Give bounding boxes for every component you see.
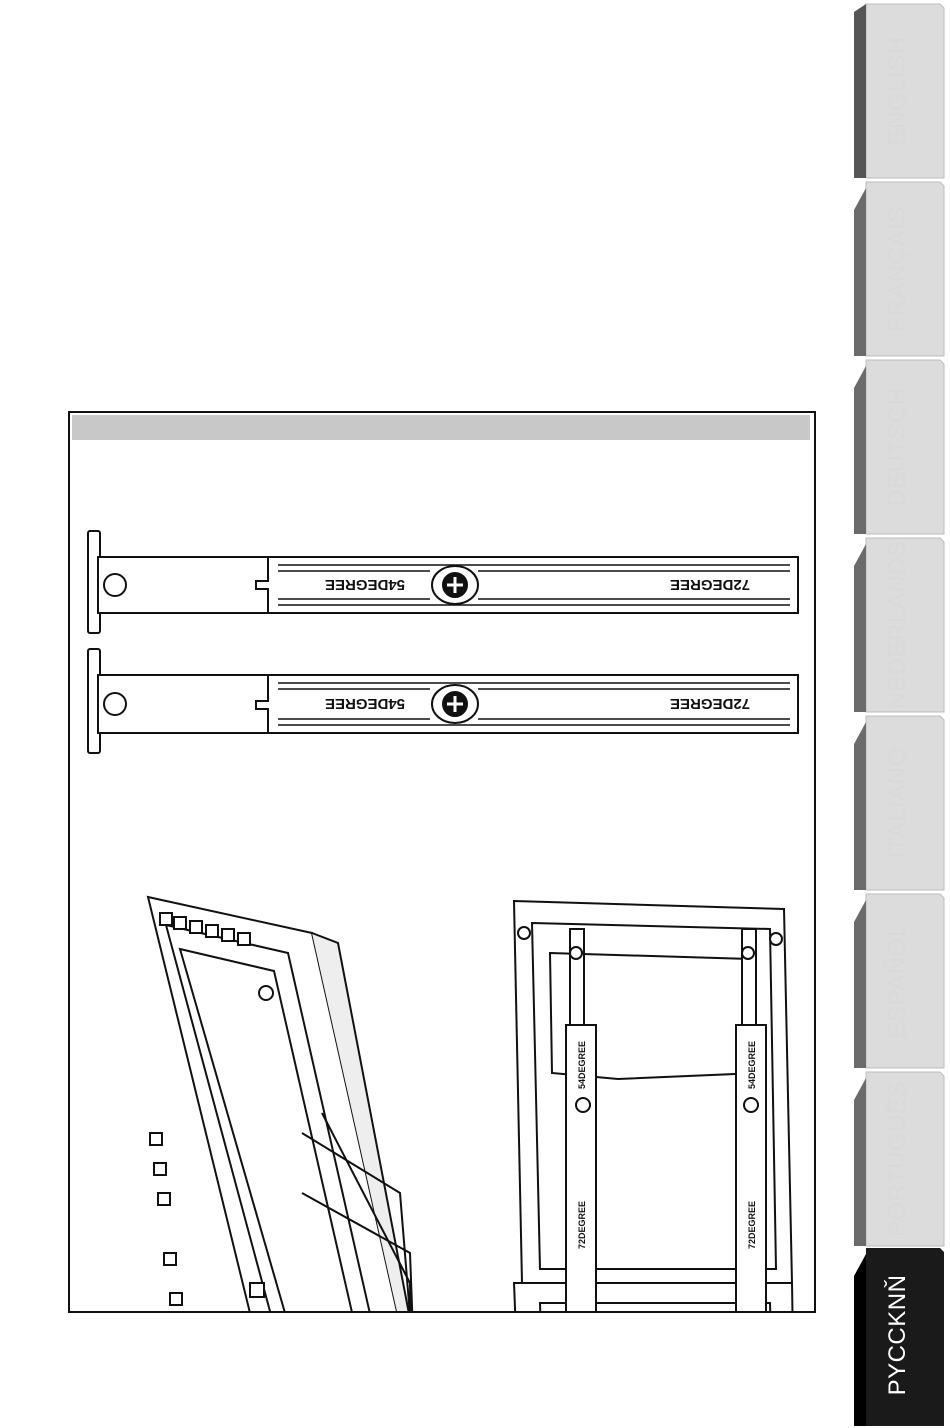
tab-label-espanol: ESPAÑOL	[884, 923, 911, 1039]
mounted-panel-illustration	[148, 897, 428, 1311]
tab-francais[interactable]	[852, 180, 944, 358]
small-label-54-right: 54DEGREE	[747, 1040, 757, 1090]
label-54-degree-bottom: 54DEGREE	[324, 695, 406, 712]
label-72-degree-top: 72DEGREE	[669, 576, 751, 593]
tab-portugues[interactable]	[852, 1070, 944, 1248]
language-tabs	[852, 0, 950, 1423]
label-54-degree-top: 54DEGREE	[324, 576, 406, 593]
tab-label-italiano: ITALIANO	[884, 747, 911, 859]
tab-label-deutsch: DEUTSCH	[884, 387, 911, 507]
tab-russian[interactable]	[852, 1246, 944, 1424]
tab-label-portugues: PORTUGUÊS	[884, 1080, 911, 1238]
figure-box	[68, 411, 816, 1313]
tab-nederlands[interactable]	[852, 536, 944, 714]
bracket-illustration	[70, 413, 814, 1311]
label-72-degree-bottom: 72DEGREE	[669, 695, 751, 712]
small-label-72-left: 72DEGREE	[577, 1200, 587, 1250]
tab-label-nederlands: NEDERLANDS	[884, 540, 911, 710]
tab-espanol[interactable]	[852, 892, 944, 1070]
tab-english[interactable]	[852, 2, 944, 180]
tab-deutsch[interactable]	[852, 358, 944, 536]
small-label-54-left: 54DEGREE	[577, 1040, 587, 1090]
tab-label-russian: PYCCKNŇ	[884, 1274, 911, 1396]
small-label-72-right: 72DEGREE	[747, 1200, 757, 1250]
tab-label-english: ENGLISH	[884, 36, 911, 146]
tab-label-francais: FRANÇAIS	[884, 206, 911, 332]
tab-italiano[interactable]	[852, 714, 944, 892]
